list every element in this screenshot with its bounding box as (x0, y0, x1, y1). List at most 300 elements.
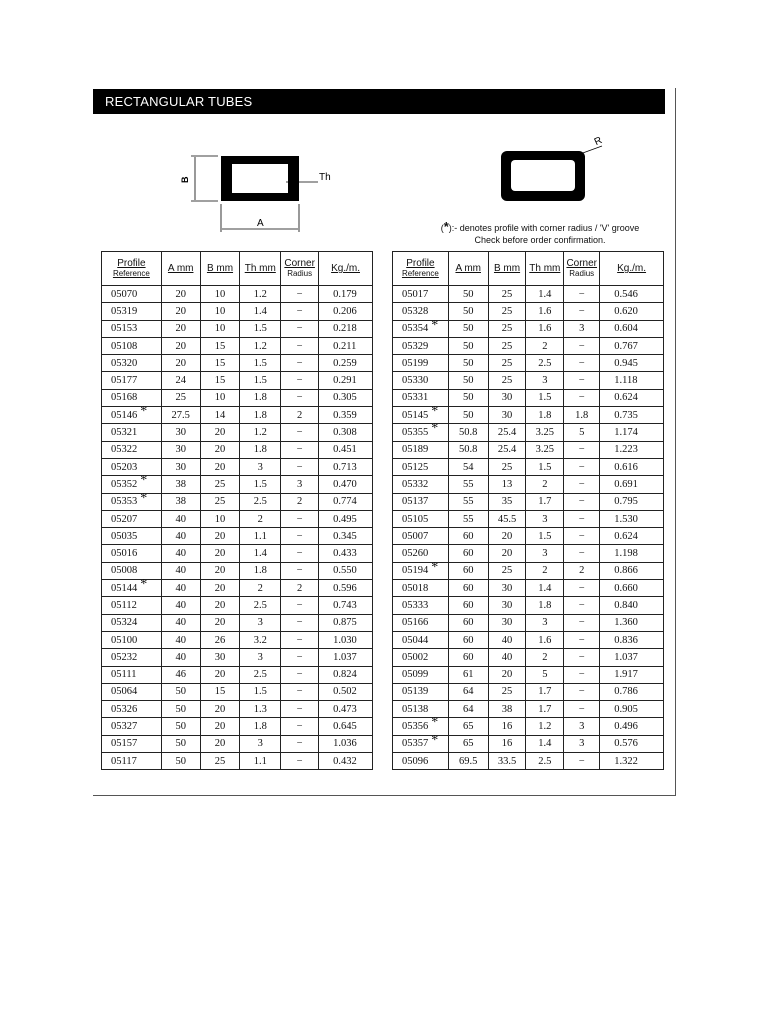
cell-th: 1.6 (526, 320, 564, 337)
cell-a: 40 (161, 580, 200, 597)
table-row (393, 320, 664, 337)
table-row (393, 286, 664, 303)
cell-a: 20 (161, 286, 200, 303)
cell-b: 20 (200, 666, 240, 683)
cell-kg-per-m: 0.495 (319, 510, 373, 527)
cell-b: 26 (200, 631, 240, 648)
table-row (102, 320, 373, 337)
tube-inner-square (232, 164, 288, 193)
cell-kg-per-m: 0.616 (600, 458, 664, 475)
cell-th: 3.25 (526, 441, 564, 458)
cell-kg-per-m: 1.917 (600, 666, 664, 683)
cell-b: 40 (488, 631, 526, 648)
cell-kg-per-m: 0.824 (319, 666, 373, 683)
table-row (102, 735, 373, 752)
table-row (393, 631, 664, 648)
table-row (102, 528, 373, 545)
table-row (102, 493, 373, 510)
cell-b: 15 (200, 372, 240, 389)
cell-profile-ref: 05207 (102, 510, 162, 527)
cell-kg-per-m: 0.840 (600, 597, 664, 614)
cell-corner-radius: − (564, 580, 600, 597)
cell-kg-per-m: 1.322 (600, 753, 664, 770)
cell-b: 40 (488, 649, 526, 666)
cell-corner-radius: − (281, 424, 319, 441)
table-row (393, 372, 664, 389)
cell-profile-ref: 05153 (102, 320, 162, 337)
cell-corner-radius: − (281, 545, 319, 562)
table-row (102, 614, 373, 631)
cell-profile-ref: 05125 (393, 458, 449, 475)
cell-a: 40 (161, 510, 200, 527)
table-row (102, 441, 373, 458)
cell-a: 38 (161, 476, 200, 493)
cell-b: 20 (200, 545, 240, 562)
asterisk-icon: * (140, 490, 148, 506)
cell-kg-per-m: 0.473 (319, 701, 373, 718)
cell-b: 25 (488, 320, 526, 337)
asterisk-icon: * (431, 421, 439, 437)
cell-corner-radius: 2 (281, 407, 319, 424)
table-row (102, 649, 373, 666)
cell-a: 40 (161, 649, 200, 666)
cell-corner-radius: − (564, 303, 600, 320)
cell-a: 20 (161, 337, 200, 354)
table-row (102, 597, 373, 614)
cell-profile-ref: 05355 * (393, 424, 449, 441)
cell-kg-per-m: 0.875 (319, 614, 373, 631)
cell-th: 1.5 (240, 355, 281, 372)
cell-kg-per-m: 1.198 (600, 545, 664, 562)
cell-b: 20 (200, 458, 240, 475)
table-row (102, 303, 373, 320)
asterisk-icon: * (431, 317, 439, 333)
cell-corner-radius: − (281, 597, 319, 614)
table-row (393, 510, 664, 527)
cell-th: 1.5 (240, 683, 281, 700)
cell-b: 20 (488, 545, 526, 562)
cell-corner-radius: − (281, 683, 319, 700)
table-row (393, 649, 664, 666)
cell-th: 2 (526, 337, 564, 354)
cell-profile-ref: 05096 (393, 753, 449, 770)
cell-corner-radius: 3 (564, 735, 600, 752)
cell-kg-per-m: 1.036 (319, 735, 373, 752)
cell-kg-per-m: 0.604 (600, 320, 664, 337)
table-row (393, 493, 664, 510)
cell-corner-radius: − (564, 597, 600, 614)
cell-profile-ref: 05168 (102, 389, 162, 406)
cell-profile-ref: 05328 (393, 303, 449, 320)
cell-corner-radius: − (281, 528, 319, 545)
cell-corner-radius: − (281, 666, 319, 683)
cell-b: 20 (488, 528, 526, 545)
cell-kg-per-m: 0.291 (319, 372, 373, 389)
cell-th: 1.7 (526, 701, 564, 718)
cell-profile-ref: 05105 (393, 510, 449, 527)
cell-th: 3 (240, 649, 281, 666)
cell-a: 46 (161, 666, 200, 683)
cell-kg-per-m: 0.305 (319, 389, 373, 406)
table-row (393, 528, 664, 545)
cell-a: 60 (448, 614, 488, 631)
cell-b: 25.4 (488, 424, 526, 441)
cell-th: 3 (526, 614, 564, 631)
cell-b: 20 (200, 441, 240, 458)
cell-corner-radius: − (564, 545, 600, 562)
table-row (393, 458, 664, 475)
table-row (102, 355, 373, 372)
cell-kg-per-m: 0.691 (600, 476, 664, 493)
cell-th: 1.4 (526, 735, 564, 752)
cell-a: 50.8 (448, 424, 488, 441)
cell-b: 30 (200, 649, 240, 666)
cell-corner-radius: − (281, 735, 319, 752)
cell-profile-ref: 05203 (102, 458, 162, 475)
cell-kg-per-m: 1.030 (319, 631, 373, 648)
cell-a: 64 (448, 701, 488, 718)
cell-a: 60 (448, 649, 488, 666)
cell-b: 25 (200, 753, 240, 770)
cell-b: 20 (488, 666, 526, 683)
cell-th: 1.8 (240, 389, 281, 406)
cell-th: 1.4 (240, 545, 281, 562)
cell-kg-per-m: 0.546 (600, 286, 664, 303)
cell-corner-radius: − (281, 372, 319, 389)
cell-kg-per-m: 0.576 (600, 735, 664, 752)
table-row (393, 562, 664, 579)
cell-th: 1.1 (240, 753, 281, 770)
cell-a: 30 (161, 424, 200, 441)
cell-a: 30 (161, 441, 200, 458)
cell-th: 2.5 (240, 597, 281, 614)
cell-th: 1.4 (526, 286, 564, 303)
cell-b: 25.4 (488, 441, 526, 458)
cell-b: 20 (200, 718, 240, 735)
cell-th: 5 (526, 666, 564, 683)
cell-profile-ref: 05008 (102, 562, 162, 579)
cell-profile-ref: 05232 (102, 649, 162, 666)
cell-corner-radius: − (564, 355, 600, 372)
cell-th: 1.7 (526, 493, 564, 510)
cell-corner-radius: − (564, 666, 600, 683)
cell-a: 65 (448, 735, 488, 752)
cell-kg-per-m: 0.596 (319, 580, 373, 597)
cell-b: 25 (200, 476, 240, 493)
cell-corner-radius: − (564, 528, 600, 545)
cell-b: 15 (200, 337, 240, 354)
cell-b: 25 (488, 355, 526, 372)
cell-b: 10 (200, 286, 240, 303)
cell-a: 50 (448, 286, 488, 303)
cell-a: 50 (161, 753, 200, 770)
cell-th: 2.5 (240, 493, 281, 510)
cell-a: 50 (448, 303, 488, 320)
cell-a: 65 (448, 718, 488, 735)
cell-kg-per-m: 0.550 (319, 562, 373, 579)
cell-profile-ref: 05018 (393, 580, 449, 597)
cell-profile-ref: 05353 * (102, 493, 162, 510)
cell-b: 20 (200, 597, 240, 614)
cell-kg-per-m: 0.713 (319, 458, 373, 475)
cell-corner-radius: − (281, 320, 319, 337)
cell-b: 30 (488, 614, 526, 631)
cell-corner-radius: − (564, 458, 600, 475)
cell-b: 25 (488, 303, 526, 320)
asterisk-icon: * (431, 732, 439, 748)
cell-a: 50 (161, 701, 200, 718)
asterisk-icon: * (431, 404, 439, 420)
cell-corner-radius: − (564, 476, 600, 493)
cell-profile-ref: 05146 * (102, 407, 162, 424)
col-profile: Profile Reference (393, 252, 449, 286)
cell-a: 64 (448, 683, 488, 700)
note-line-2: Check before order confirmation. (474, 235, 606, 245)
col-a: A mm (448, 252, 488, 286)
cell-kg-per-m: 0.206 (319, 303, 373, 320)
cell-corner-radius: − (281, 701, 319, 718)
cell-b: 14 (200, 407, 240, 424)
cell-kg-per-m: 0.359 (319, 407, 373, 424)
cell-corner-radius: − (281, 389, 319, 406)
cell-a: 50 (161, 718, 200, 735)
table-row (393, 597, 664, 614)
table-row (393, 614, 664, 631)
cell-profile-ref: 05332 (393, 476, 449, 493)
cell-kg-per-m: 0.624 (600, 389, 664, 406)
cell-th: 3 (240, 614, 281, 631)
cell-b: 20 (200, 580, 240, 597)
cell-profile-ref: 05144 * (102, 580, 162, 597)
cell-kg-per-m: 1.118 (600, 372, 664, 389)
cell-corner-radius: 1.8 (564, 407, 600, 424)
cell-corner-radius: 2 (281, 580, 319, 597)
asterisk-icon: * (140, 577, 148, 593)
table-row (102, 580, 373, 597)
cell-a: 27.5 (161, 407, 200, 424)
cell-profile-ref: 05357 * (393, 735, 449, 752)
cell-a: 55 (448, 476, 488, 493)
cell-profile-ref: 05329 (393, 337, 449, 354)
tube-inner-rounded (511, 160, 575, 191)
cell-kg-per-m: 0.786 (600, 683, 664, 700)
cell-th: 1.5 (240, 320, 281, 337)
cell-profile-ref: 05111 (102, 666, 162, 683)
cell-corner-radius: − (564, 753, 600, 770)
cell-b: 25 (488, 458, 526, 475)
cell-profile-ref: 05333 (393, 597, 449, 614)
cell-profile-ref: 05324 (102, 614, 162, 631)
table-row (393, 424, 664, 441)
cell-kg-per-m: 0.308 (319, 424, 373, 441)
cell-profile-ref: 05320 (102, 355, 162, 372)
table-right (392, 251, 664, 770)
cell-th: 1.8 (240, 562, 281, 579)
cell-a: 40 (161, 528, 200, 545)
cell-b: 25 (488, 286, 526, 303)
col-a: A mm (161, 252, 200, 286)
cell-profile-ref: 05139 (393, 683, 449, 700)
table-row (102, 510, 373, 527)
cell-corner-radius: − (281, 337, 319, 354)
cell-profile-ref: 05002 (393, 649, 449, 666)
cell-th: 3 (240, 458, 281, 475)
cell-th: 1.2 (240, 286, 281, 303)
table-row (102, 666, 373, 683)
cell-profile-ref: 05137 (393, 493, 449, 510)
cell-kg-per-m: 0.905 (600, 701, 664, 718)
cell-corner-radius: − (281, 562, 319, 579)
cell-th: 1.2 (240, 424, 281, 441)
cell-kg-per-m: 0.767 (600, 337, 664, 354)
table-row (102, 718, 373, 735)
table-row (393, 476, 664, 493)
cell-corner-radius: − (564, 286, 600, 303)
cell-th: 3 (240, 735, 281, 752)
cell-b: 20 (200, 424, 240, 441)
cell-profile-ref: 05100 (102, 631, 162, 648)
table-row (393, 753, 664, 770)
cell-corner-radius: 3 (564, 320, 600, 337)
cell-th: 1.1 (240, 528, 281, 545)
cell-kg-per-m: 0.259 (319, 355, 373, 372)
col-kg: Kg./m. (600, 252, 664, 286)
cell-kg-per-m: 0.624 (600, 528, 664, 545)
cell-corner-radius: − (281, 303, 319, 320)
col-corner: Corner Radius (281, 252, 319, 286)
cell-a: 50.8 (448, 441, 488, 458)
cell-kg-per-m: 1.174 (600, 424, 664, 441)
cell-th: 2 (526, 649, 564, 666)
cell-profile-ref: 05099 (393, 666, 449, 683)
cell-corner-radius: − (281, 458, 319, 475)
label-r: R (592, 135, 604, 149)
cell-corner-radius: 2 (281, 493, 319, 510)
cell-kg-per-m: 0.432 (319, 753, 373, 770)
cell-a: 50 (448, 320, 488, 337)
cell-th: 2.5 (526, 355, 564, 372)
cell-corner-radius: − (564, 701, 600, 718)
cell-profile-ref: 05327 (102, 718, 162, 735)
col-b: B mm (488, 252, 526, 286)
cell-a: 69.5 (448, 753, 488, 770)
cell-a: 40 (161, 614, 200, 631)
cell-corner-radius: − (564, 493, 600, 510)
cell-b: 10 (200, 389, 240, 406)
cell-a: 50 (448, 337, 488, 354)
cell-kg-per-m: 0.502 (319, 683, 373, 700)
table-row (102, 701, 373, 718)
cell-kg-per-m: 0.218 (319, 320, 373, 337)
cell-th: 1.2 (526, 718, 564, 735)
cell-corner-radius: − (564, 683, 600, 700)
cell-a: 50 (448, 389, 488, 406)
table-row (102, 424, 373, 441)
cell-corner-radius: − (281, 286, 319, 303)
cell-b: 15 (200, 355, 240, 372)
cell-corner-radius: − (281, 718, 319, 735)
cell-th: 2.5 (240, 666, 281, 683)
asterisk-icon: * (140, 473, 148, 489)
cell-a: 60 (448, 580, 488, 597)
cell-b: 38 (488, 701, 526, 718)
cell-th: 2.5 (526, 753, 564, 770)
cell-th: 2 (240, 580, 281, 597)
cell-corner-radius: − (564, 614, 600, 631)
cell-profile-ref: 05322 (102, 441, 162, 458)
table-row (393, 580, 664, 597)
cell-th: 3 (526, 372, 564, 389)
cell-th: 1.5 (240, 476, 281, 493)
cell-kg-per-m: 0.179 (319, 286, 373, 303)
cell-kg-per-m: 0.660 (600, 580, 664, 597)
cell-a: 24 (161, 372, 200, 389)
cell-profile-ref: 05112 (102, 597, 162, 614)
cell-profile-ref: 05356 * (393, 718, 449, 735)
cell-corner-radius: 3 (564, 718, 600, 735)
cell-th: 1.8 (240, 407, 281, 424)
cell-b: 20 (200, 735, 240, 752)
cell-kg-per-m: 1.037 (319, 649, 373, 666)
cell-a: 54 (448, 458, 488, 475)
cell-profile-ref: 05354 * (393, 320, 449, 337)
table-left (101, 251, 373, 770)
label-b: B (180, 176, 190, 183)
table-row (102, 631, 373, 648)
cell-th: 1.3 (240, 701, 281, 718)
cell-th: 1.7 (526, 683, 564, 700)
cell-b: 30 (488, 407, 526, 424)
cell-a: 60 (448, 528, 488, 545)
cell-a: 60 (448, 545, 488, 562)
page-title: RECTANGULAR TUBES (93, 89, 665, 114)
cell-th: 1.5 (526, 528, 564, 545)
cell-b: 10 (200, 320, 240, 337)
table-row (393, 337, 664, 354)
cell-a: 55 (448, 510, 488, 527)
cell-th: 2 (240, 510, 281, 527)
cell-a: 20 (161, 320, 200, 337)
col-corner: Corner Radius (564, 252, 600, 286)
table-row (102, 372, 373, 389)
cell-corner-radius: − (281, 631, 319, 648)
cell-a: 60 (448, 631, 488, 648)
cell-b: 25 (488, 372, 526, 389)
table-row (393, 666, 664, 683)
cell-kg-per-m: 0.470 (319, 476, 373, 493)
cell-corner-radius: − (281, 441, 319, 458)
cell-th: 1.5 (526, 458, 564, 475)
cell-a: 40 (161, 562, 200, 579)
cell-b: 30 (488, 597, 526, 614)
cell-profile-ref: 05145 * (393, 407, 449, 424)
table-row (393, 683, 664, 700)
cell-kg-per-m: 0.866 (600, 562, 664, 579)
cell-corner-radius: − (564, 337, 600, 354)
cell-b: 25 (488, 562, 526, 579)
cell-profile-ref: 05157 (102, 735, 162, 752)
cell-b: 10 (200, 510, 240, 527)
cell-kg-per-m: 0.211 (319, 337, 373, 354)
cell-profile-ref: 05064 (102, 683, 162, 700)
cell-kg-per-m: 0.774 (319, 493, 373, 510)
cell-b: 25 (488, 683, 526, 700)
cell-profile-ref: 05189 (393, 441, 449, 458)
cell-kg-per-m: 0.743 (319, 597, 373, 614)
table-row (393, 441, 664, 458)
cell-b: 30 (488, 389, 526, 406)
cell-th: 2 (526, 476, 564, 493)
